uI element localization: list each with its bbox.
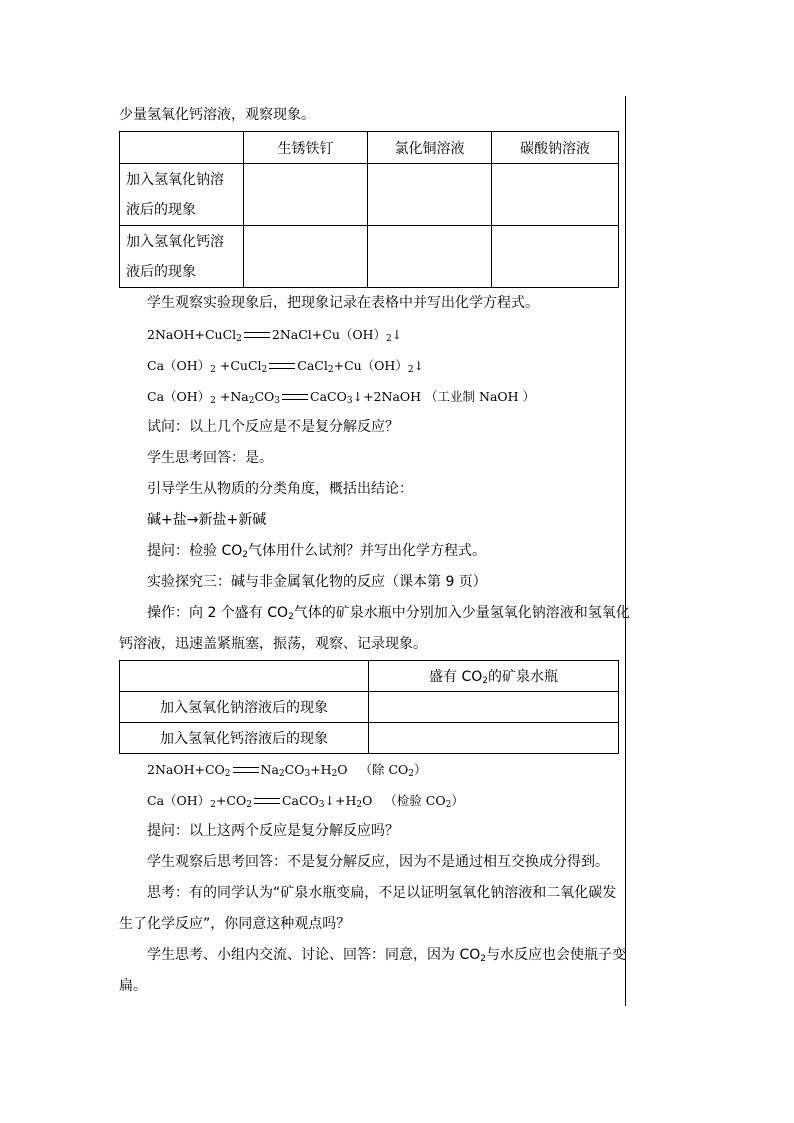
row-label: 加入氢氧化钙溶液后的现象 (120, 723, 369, 754)
observation-table-2 (119, 660, 619, 754)
equation-5: $Ca(OH)_2+CO_2$ $CaCO_3↓+H_2O$ （检验 $CO_2$） (147, 793, 464, 810)
table-header-cell: 生锈铁钉 (244, 132, 368, 164)
table-header-cell: 盛有 $CO_2$的矿泉水瓶 (369, 661, 619, 692)
operation-line-1: 操作：向 2 个盛有 $CO_2$气体的矿泉水瓶中分别加入少量氢氧化钠溶液和氢氧化 (147, 605, 630, 622)
table-cell (368, 226, 492, 288)
operation-line-2: 钙溶液，迅速盖紧瓶塞，振荡，观察、记录现象。 (119, 636, 427, 652)
discussion-line-1: 学生思考、小组内交流、讨论、回答：同意，因为 $CO_2$与水反应也会使瓶子变 (147, 947, 626, 964)
discussion-line-2: 扁。 (119, 978, 147, 994)
think-line-2: 生了化学反应”，你同意这种观点吗？ (119, 916, 351, 932)
experiment-3-title: 实验探究三：碱与非金属氧化物的反应（课本第 9 页） (147, 574, 487, 590)
question-1: 试问：以上几个反应是不是复分解反应？ (147, 419, 399, 435)
table-cell (368, 164, 492, 226)
table-row (120, 226, 619, 288)
table-cell (492, 226, 619, 288)
margin-rule (625, 96, 626, 1006)
observation-table-1 (119, 131, 619, 288)
equals-sign (233, 767, 259, 773)
table-cell (244, 226, 368, 288)
table-header-cell (120, 132, 244, 164)
equation-3: $Ca(OH)_2 +Na_2CO_3$ CaCO$_3$↓+2NaOH （工业制 NaOH ） (147, 389, 536, 406)
question-3: 提问：以上这两个反应是复分解反应吗？ (147, 823, 399, 839)
table-header-cell: 碳酸钠溶液 (492, 132, 619, 164)
row-label: 加入氢氧化钠溶液后的现象 (120, 692, 369, 723)
table-cell (369, 692, 619, 723)
conclusion-text: 碱+盐→新盐+新碱 (147, 512, 267, 528)
table-header-row (120, 132, 619, 164)
table-header-row (120, 661, 619, 692)
equation-1: 2NaOH+CuCl$_2$ $2NaCl+Cu(OH)_2↓$ (147, 327, 403, 344)
think-line-1: 思考：有的同学认为“矿泉水瓶变扁，不足以证明氢氧化钠溶液和二氧化碳发 (147, 885, 617, 901)
record-instruction: 学生观察实验现象后，把现象记录在表格中并写出化学方程式。 (147, 295, 539, 311)
row-label: 加入氢氧化钙溶液后的现象 (120, 226, 244, 288)
equation-4: $2NaOH+CO_2$ $Na_2CO_3+H_2O$ （除 $CO_2$） (147, 762, 427, 779)
table-row (120, 164, 619, 226)
equals-sign (282, 394, 308, 400)
row-label: 加入氢氧化钠溶液后的现象 (120, 164, 244, 226)
table-row (120, 692, 619, 723)
table-row (120, 723, 619, 754)
equals-sign (254, 798, 280, 804)
equals-sign (244, 332, 270, 338)
answer-3: 学生观察后思考回答：不是复分解反应，因为不是通过相互交换成分得到。 (147, 854, 609, 870)
document-body (119, 100, 630, 1002)
intro-line: 少量氢氧化钙溶液，观察现象。 (119, 107, 315, 123)
table-cell (244, 164, 368, 226)
table-cell (369, 723, 619, 754)
question-2: 提问：检验 $CO_2$气体用什么试剂？并写出化学方程式。 (147, 543, 486, 560)
guide-text: 引导学生从物质的分类角度，概括出结论： (147, 481, 413, 497)
answer-1: 学生思考回答：是。 (147, 450, 273, 466)
table-header-cell: 氯化铜溶液 (368, 132, 492, 164)
equation-2: $Ca(OH)_2$ +CuCl$_2$ $CaCl_2+Cu(OH)_2↓$ (147, 358, 425, 375)
equals-sign (269, 363, 295, 369)
table-header-cell (120, 661, 369, 692)
table-cell (492, 164, 619, 226)
